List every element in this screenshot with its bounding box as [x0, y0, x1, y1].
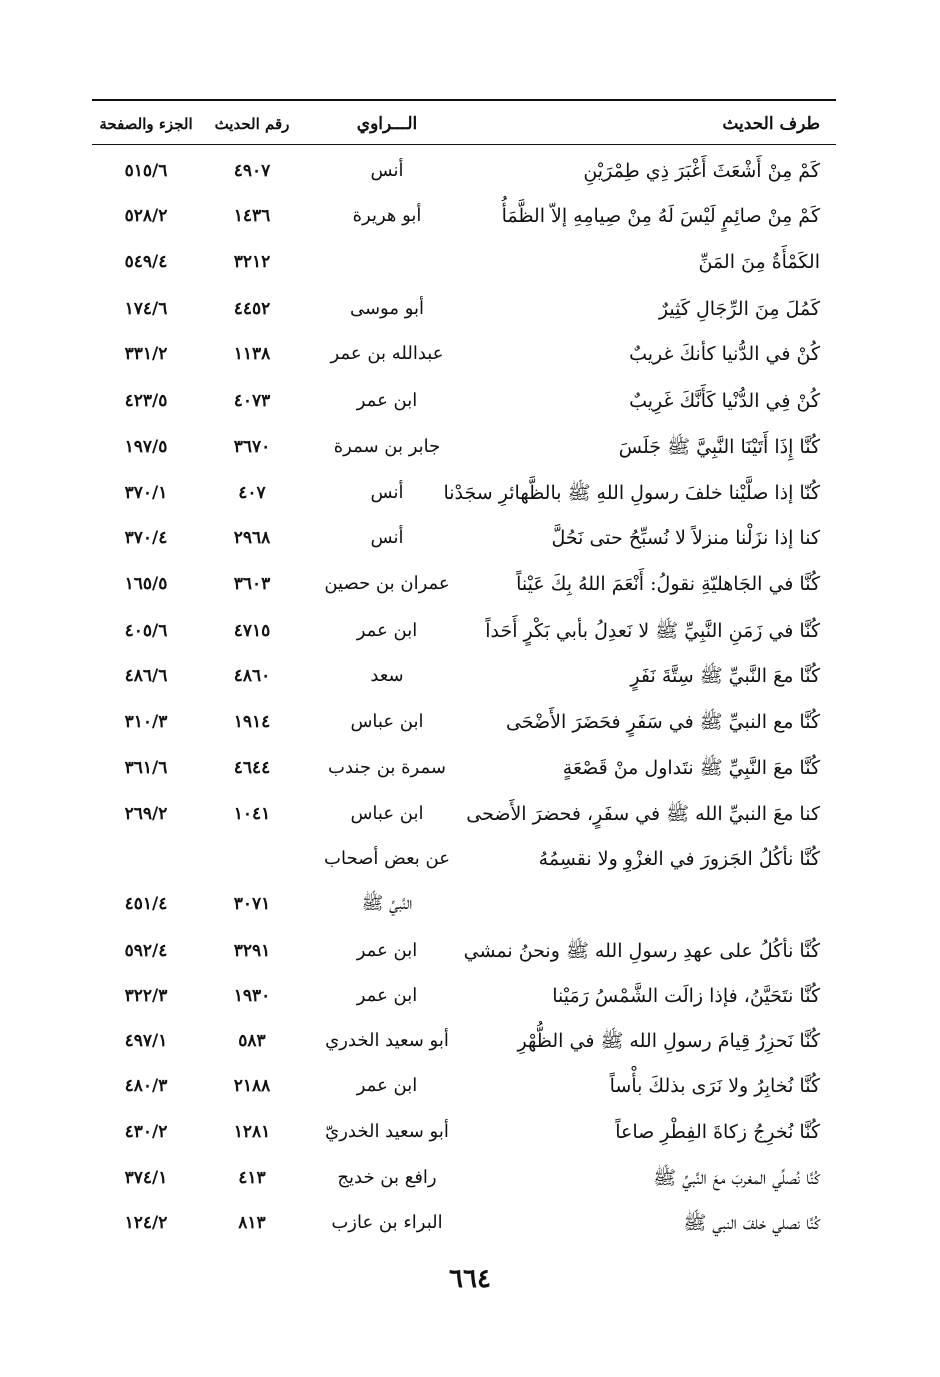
- narrator: أبو موسى: [349, 298, 425, 319]
- hadith-number: ١٢٨١: [233, 1122, 271, 1142]
- narrator: النَّبيِّ ﷺ: [361, 893, 413, 914]
- hadith-text: كُنَّا نصلي خلفَ النبي ﷺ: [683, 1212, 820, 1234]
- table-row: [92, 334, 836, 374]
- hadith-text: كَمُلَ مِنَ الرِّجَالِ كَثِيرٌ: [658, 298, 820, 320]
- hadith-text: كُنَّا في الجَاهليّةِ نقولُ: أَنْعَمَ اللهُ بِكَ عَيْناً: [516, 573, 820, 595]
- hadith-number: ٣٢١٢: [233, 252, 271, 272]
- hadith-text: كُنَّا نأكُلُ على عهدِ رسولِ الله ﷺ ونحنُ نمشي: [463, 940, 820, 962]
- volume-page: ١٩٧/٥: [124, 437, 168, 457]
- hadith-text: كُنَّا نُخابِرُ ولا نَرَى بذلكَ بأْساً: [609, 1075, 820, 1097]
- table-row: [92, 381, 836, 421]
- hadith-text: كُنَّا إِذَا أَتَيْنَا النَّبِيَّ ﷺ جَلَسَ: [618, 436, 820, 458]
- volume-page: ٥٢٨/٢: [124, 206, 168, 226]
- hadith-text: كُنَّا نتَحَيَّنُ، فإذا زالَت الشَّمْسُ رَمَيْنا: [552, 985, 820, 1007]
- hadith-text: كُنَّا نُخرِجُ زكاةَ الفِطْرِ صاعاً: [615, 1121, 820, 1143]
- volume-page: ٣٧٠/١: [124, 483, 168, 503]
- narrator: سعد: [370, 665, 404, 686]
- hadith-number: ٤٤٥٢: [233, 299, 271, 319]
- hadith-number: ١١٣٨: [233, 344, 271, 364]
- hadith-text: كنا معَ النبيِّ الله ﷺ في سفَرٍ، فحضرَ الأَضحى: [466, 803, 820, 825]
- narrator: عمران بن حصين: [324, 573, 450, 594]
- page-number: ٦٦٤: [449, 1264, 491, 1294]
- narrator: البراء بن عازب: [331, 1212, 443, 1233]
- volume-page: ٣٦١/٦: [124, 758, 168, 778]
- table-row: [92, 473, 836, 513]
- table-row: [92, 839, 836, 879]
- table-row: [92, 1112, 836, 1152]
- table-header: [92, 104, 836, 144]
- header-rule: [92, 144, 836, 145]
- volume-page: ١٦٥/٥: [124, 574, 168, 594]
- header-narrator: الـــراوي: [356, 114, 418, 134]
- narrator: ابن عمر: [356, 620, 418, 641]
- hadith-text: كُنَّا نُصلِّي المغربَ معَ النَّبيِّ ﷺ: [653, 1167, 820, 1189]
- narrator: ابن عباس: [350, 711, 424, 732]
- narrator: عبدالله بن عمر: [330, 343, 444, 364]
- table-row: [92, 931, 836, 971]
- table-row: [92, 427, 836, 467]
- volume-page: ٣١٠/٣: [124, 712, 168, 732]
- volume-page: ٤٨٠/٣: [124, 1076, 168, 1096]
- narrator: جابر بن سمرة: [333, 436, 441, 457]
- hadith-text: كُنَّا معَ النَّبيِّ ﷺ سِتَّةَ نَفَرٍ: [630, 665, 820, 687]
- volume-page: ٤٥١/٤: [124, 894, 168, 914]
- narrator: عن بعض أصحاب: [324, 848, 450, 869]
- hadith-number: ٢٩٦٨: [233, 528, 271, 548]
- volume-page: ٤٩٧/١: [124, 1031, 168, 1051]
- hadith-text: كَمْ مِنْ صائِمٍ لَيْسَ لَهُ مِنْ صِيامِهِ إلاّ الظَّمَأُ: [501, 205, 820, 227]
- narrator: ابن عمر: [356, 940, 418, 961]
- narrator: ابن عمر: [356, 390, 418, 411]
- table-row: [92, 794, 836, 834]
- top-rule: [92, 99, 836, 101]
- header-hadith-number: رقم الحديث: [214, 115, 290, 133]
- hadith-text: كنا إذا نزَلْنا منزلاً لا نُسبِّحُ حتى نَحُلَّ: [551, 527, 820, 549]
- table-row: [92, 884, 836, 924]
- table-row: [92, 1203, 836, 1243]
- volume-page: ١٧٤/٦: [124, 299, 168, 319]
- volume-page: ٤٣٠/٢: [124, 1122, 168, 1142]
- volume-page: ٤٠٥/٦: [124, 621, 168, 641]
- volume-page: ٢٦٩/٢: [124, 804, 168, 824]
- table-row: [92, 611, 836, 651]
- hadith-number: ٤٧١٥: [233, 621, 271, 641]
- narrator: أنس: [370, 160, 404, 181]
- hadith-number: ٤٠٧: [238, 483, 266, 503]
- volume-page: ٤٨٦/٦: [124, 666, 168, 686]
- narrator: [292, 242, 482, 282]
- narrator: ابن عمر: [356, 1075, 418, 1096]
- hadith-number: ١٠٤١: [233, 804, 271, 824]
- hadith-number: ٣٦٧٠: [233, 437, 271, 457]
- table-row: [92, 289, 836, 329]
- hadith-number: ٤١٣: [238, 1168, 266, 1188]
- volume-page: ٣٧٤/١: [124, 1168, 168, 1188]
- table-row: [92, 1066, 836, 1106]
- narrator: سمرة بن جندب: [328, 757, 446, 778]
- narrator: ابن عمر: [356, 985, 418, 1006]
- table-row: [92, 242, 836, 282]
- hadith-text: كُنَّا في زَمَنِ النَّبِيِّ ﷺ لا نَعدِلُ بأبي بَكْرٍ أَحَداً: [485, 620, 820, 642]
- hadith-number: [212, 839, 292, 879]
- hadith-number: ١٤٣٦: [233, 206, 271, 226]
- table-row: [92, 656, 836, 696]
- hadith-number: ٣٦٠٣: [233, 574, 271, 594]
- volume-page: ٣٣١/٢: [124, 344, 168, 364]
- table-row: [92, 976, 836, 1016]
- hadith-number: ١٩١٤: [233, 712, 271, 732]
- volume-page: ٤٢٣/٥: [124, 391, 168, 411]
- hadith-number: ٣٢٩١: [233, 941, 271, 961]
- narrator: أبو سعيد الخدريّ: [325, 1121, 449, 1142]
- hadith-number: ٤٩٠٧: [233, 161, 271, 181]
- volume-page: ٥٤٩/٤: [124, 252, 168, 272]
- hadith-number: ٤٨٦٠: [233, 666, 271, 686]
- table-row: [92, 196, 836, 236]
- narrator: أنس: [370, 527, 404, 548]
- volume-page: ٥١٥/٦: [124, 161, 168, 181]
- table-row: [92, 702, 836, 742]
- hadith-text: كُنَّا نَحزِرُ قِيامَ رسولِ الله ﷺ في الظُّهْرِ: [517, 1030, 820, 1052]
- hadith-number: ١٩٣٠: [233, 986, 271, 1006]
- hadith-text: كُنّا إذا صلَّيْنا خلفَ رسولِ اللهِ ﷺ بالظَّهائرِ سجَدْنا: [443, 482, 820, 504]
- hadith-number: ٢١٨٨: [233, 1076, 271, 1096]
- hadith-text: الكَمْأَةُ مِنَ المَنِّ: [698, 251, 820, 273]
- volume-page: [96, 839, 196, 879]
- volume-page: ١٢٤/٢: [124, 1213, 168, 1233]
- table-row: [92, 748, 836, 788]
- header-volume-page: الجزء والصفحة: [99, 115, 193, 133]
- table-row: [92, 1021, 836, 1061]
- table-row: [92, 1158, 836, 1198]
- hadith-text: [490, 884, 820, 924]
- hadith-number: ٣٠٧١: [233, 894, 271, 914]
- volume-page: ٣٢٢/٣: [124, 986, 168, 1006]
- hadith-number: ٨١٣: [238, 1213, 266, 1233]
- hadith-number: ٤٠٧٣: [233, 391, 271, 411]
- table-row: [92, 518, 836, 558]
- hadith-number: ٥٨٣: [238, 1031, 266, 1051]
- narrator: أنس: [370, 482, 404, 503]
- hadith-number: ٤٦٤٤: [233, 758, 271, 778]
- volume-page: ٣٧٠/٤: [124, 528, 168, 548]
- narrator: أبو هريرة: [352, 205, 422, 226]
- volume-page: ٥٩٢/٤: [124, 941, 168, 961]
- header-hadith-text: طرف الحديث: [722, 114, 820, 134]
- hadith-text: كُنَّا نأكُلُ الجَزورَ في الغزْوِ ولا نقسِمُهُ: [538, 848, 820, 870]
- hadith-text: كُنْ فِي الدُّنْيا كَأَنَّكَ غَرِيبٌ: [629, 390, 820, 412]
- hadith-text: كُنَّا مع النبيِّ ﷺ في سَفَرٍ فحَضَرَ الأَضْحَى: [505, 711, 820, 733]
- hadith-text: كَمْ مِنْ أَشْعَثَ أَغْبَرَ ذِي طِمْرَيْنِ: [583, 160, 820, 182]
- table-row: [92, 151, 836, 191]
- table-row: [92, 564, 836, 604]
- narrator: رافع بن خديج: [337, 1167, 437, 1188]
- hadith-text: كُنَّا معَ النَّبِيِّ ﷺ نتَداول منْ قَصْعَةٍ: [562, 757, 820, 779]
- hadith-text: كُنْ في الدُّنيا كأنكَ غريبٌ: [629, 343, 820, 365]
- narrator: ابن عباس: [350, 803, 424, 824]
- narrator: أبو سعيد الخدري: [325, 1030, 449, 1051]
